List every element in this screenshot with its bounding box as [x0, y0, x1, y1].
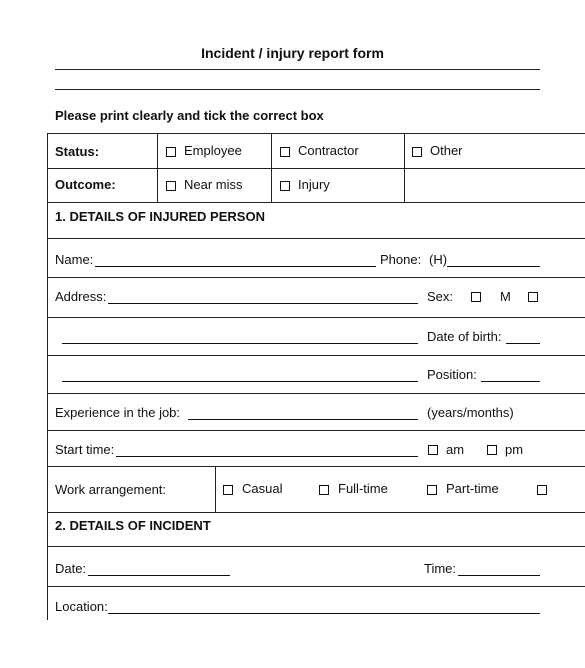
work-arrangement-label: Work arrangement: [55, 482, 167, 497]
incident-date-field[interactable] [88, 575, 230, 576]
incident-time-field[interactable] [458, 575, 540, 576]
position-label: Position: [427, 367, 477, 382]
status-employee-checkbox[interactable] [166, 147, 176, 157]
row-divider [47, 393, 585, 394]
experience-units-label: (years/months) [427, 405, 514, 420]
outcome-label: Outcome: [55, 177, 116, 192]
experience-field[interactable] [188, 419, 418, 420]
instructions: Please print clearly and tick the correct box [55, 108, 324, 123]
part-time-label: Part-time [446, 481, 499, 496]
full-time-checkbox[interactable] [319, 485, 329, 495]
address-field-line1[interactable] [108, 303, 418, 304]
outcome-injury-checkbox[interactable] [280, 181, 290, 191]
row-divider [47, 466, 585, 467]
table-top-border [47, 133, 585, 134]
phone-field[interactable] [447, 266, 540, 267]
incident-date-label: Date: [55, 561, 87, 576]
sex-male-checkbox[interactable] [471, 292, 481, 302]
outcome-near-miss-label: Near miss [184, 177, 243, 192]
status-contractor-label: Contractor [298, 143, 359, 158]
full-time-label: Full-time [338, 481, 388, 496]
outcome-injury-label: Injury [298, 177, 330, 192]
status-contractor-checkbox[interactable] [280, 147, 290, 157]
casual-label: Casual [242, 481, 283, 496]
row-divider [47, 546, 585, 547]
start-time-label: Start time: [55, 442, 115, 457]
casual-checkbox[interactable] [223, 485, 233, 495]
am-label: am [446, 442, 465, 457]
sex-label: Sex: [427, 289, 454, 304]
incident-location-field[interactable] [108, 613, 540, 614]
row-divider [47, 317, 585, 318]
sex-female-checkbox[interactable] [528, 292, 538, 302]
row-divider [47, 586, 585, 587]
date-of-birth-label: Date of birth: [427, 329, 502, 344]
row-divider [47, 202, 585, 203]
row-divider [47, 238, 585, 239]
column-divider [215, 466, 216, 512]
row-divider [47, 277, 585, 278]
column-divider [271, 133, 272, 202]
experience-label: Experience in the job: [55, 405, 181, 420]
name-label: Name: [55, 252, 94, 267]
row-divider [47, 168, 585, 169]
position-field[interactable] [481, 381, 540, 382]
phone-label: Phone: [380, 252, 422, 267]
form-title: Incident / injury report form [201, 45, 384, 61]
row-divider [47, 430, 585, 431]
phone-home-label: (H) [429, 252, 448, 267]
part-time-checkbox[interactable] [427, 485, 437, 495]
status-other-label: Other [430, 143, 463, 158]
start-time-field[interactable] [116, 456, 418, 457]
address-label: Address: [55, 289, 107, 304]
row-divider [47, 512, 585, 513]
section2-heading: 2. DETAILS OF INCIDENT [55, 518, 211, 533]
section1-heading: 1. DETAILS OF INJURED PERSON [55, 209, 265, 224]
incident-time-label: Time: [424, 561, 457, 576]
date-of-birth-field[interactable] [506, 343, 540, 344]
incident-location-label: Location: [55, 599, 108, 614]
column-divider [157, 133, 158, 202]
other-arrangement-checkbox[interactable] [537, 485, 547, 495]
outcome-near-miss-checkbox[interactable] [166, 181, 176, 191]
title-underline [55, 69, 540, 70]
pm-checkbox[interactable] [487, 445, 497, 455]
status-employee-label: Employee [184, 143, 242, 158]
name-field[interactable] [95, 266, 376, 267]
row-divider [47, 355, 585, 356]
address-field-line3[interactable] [62, 381, 418, 382]
status-label: Status: [55, 144, 100, 159]
address-field-line2[interactable] [62, 343, 418, 344]
column-divider [404, 133, 405, 202]
am-checkbox[interactable] [428, 445, 438, 455]
title-rule [55, 89, 540, 90]
status-other-checkbox[interactable] [412, 147, 422, 157]
pm-label: pm [505, 442, 524, 457]
sex-male-label: M [500, 289, 511, 304]
